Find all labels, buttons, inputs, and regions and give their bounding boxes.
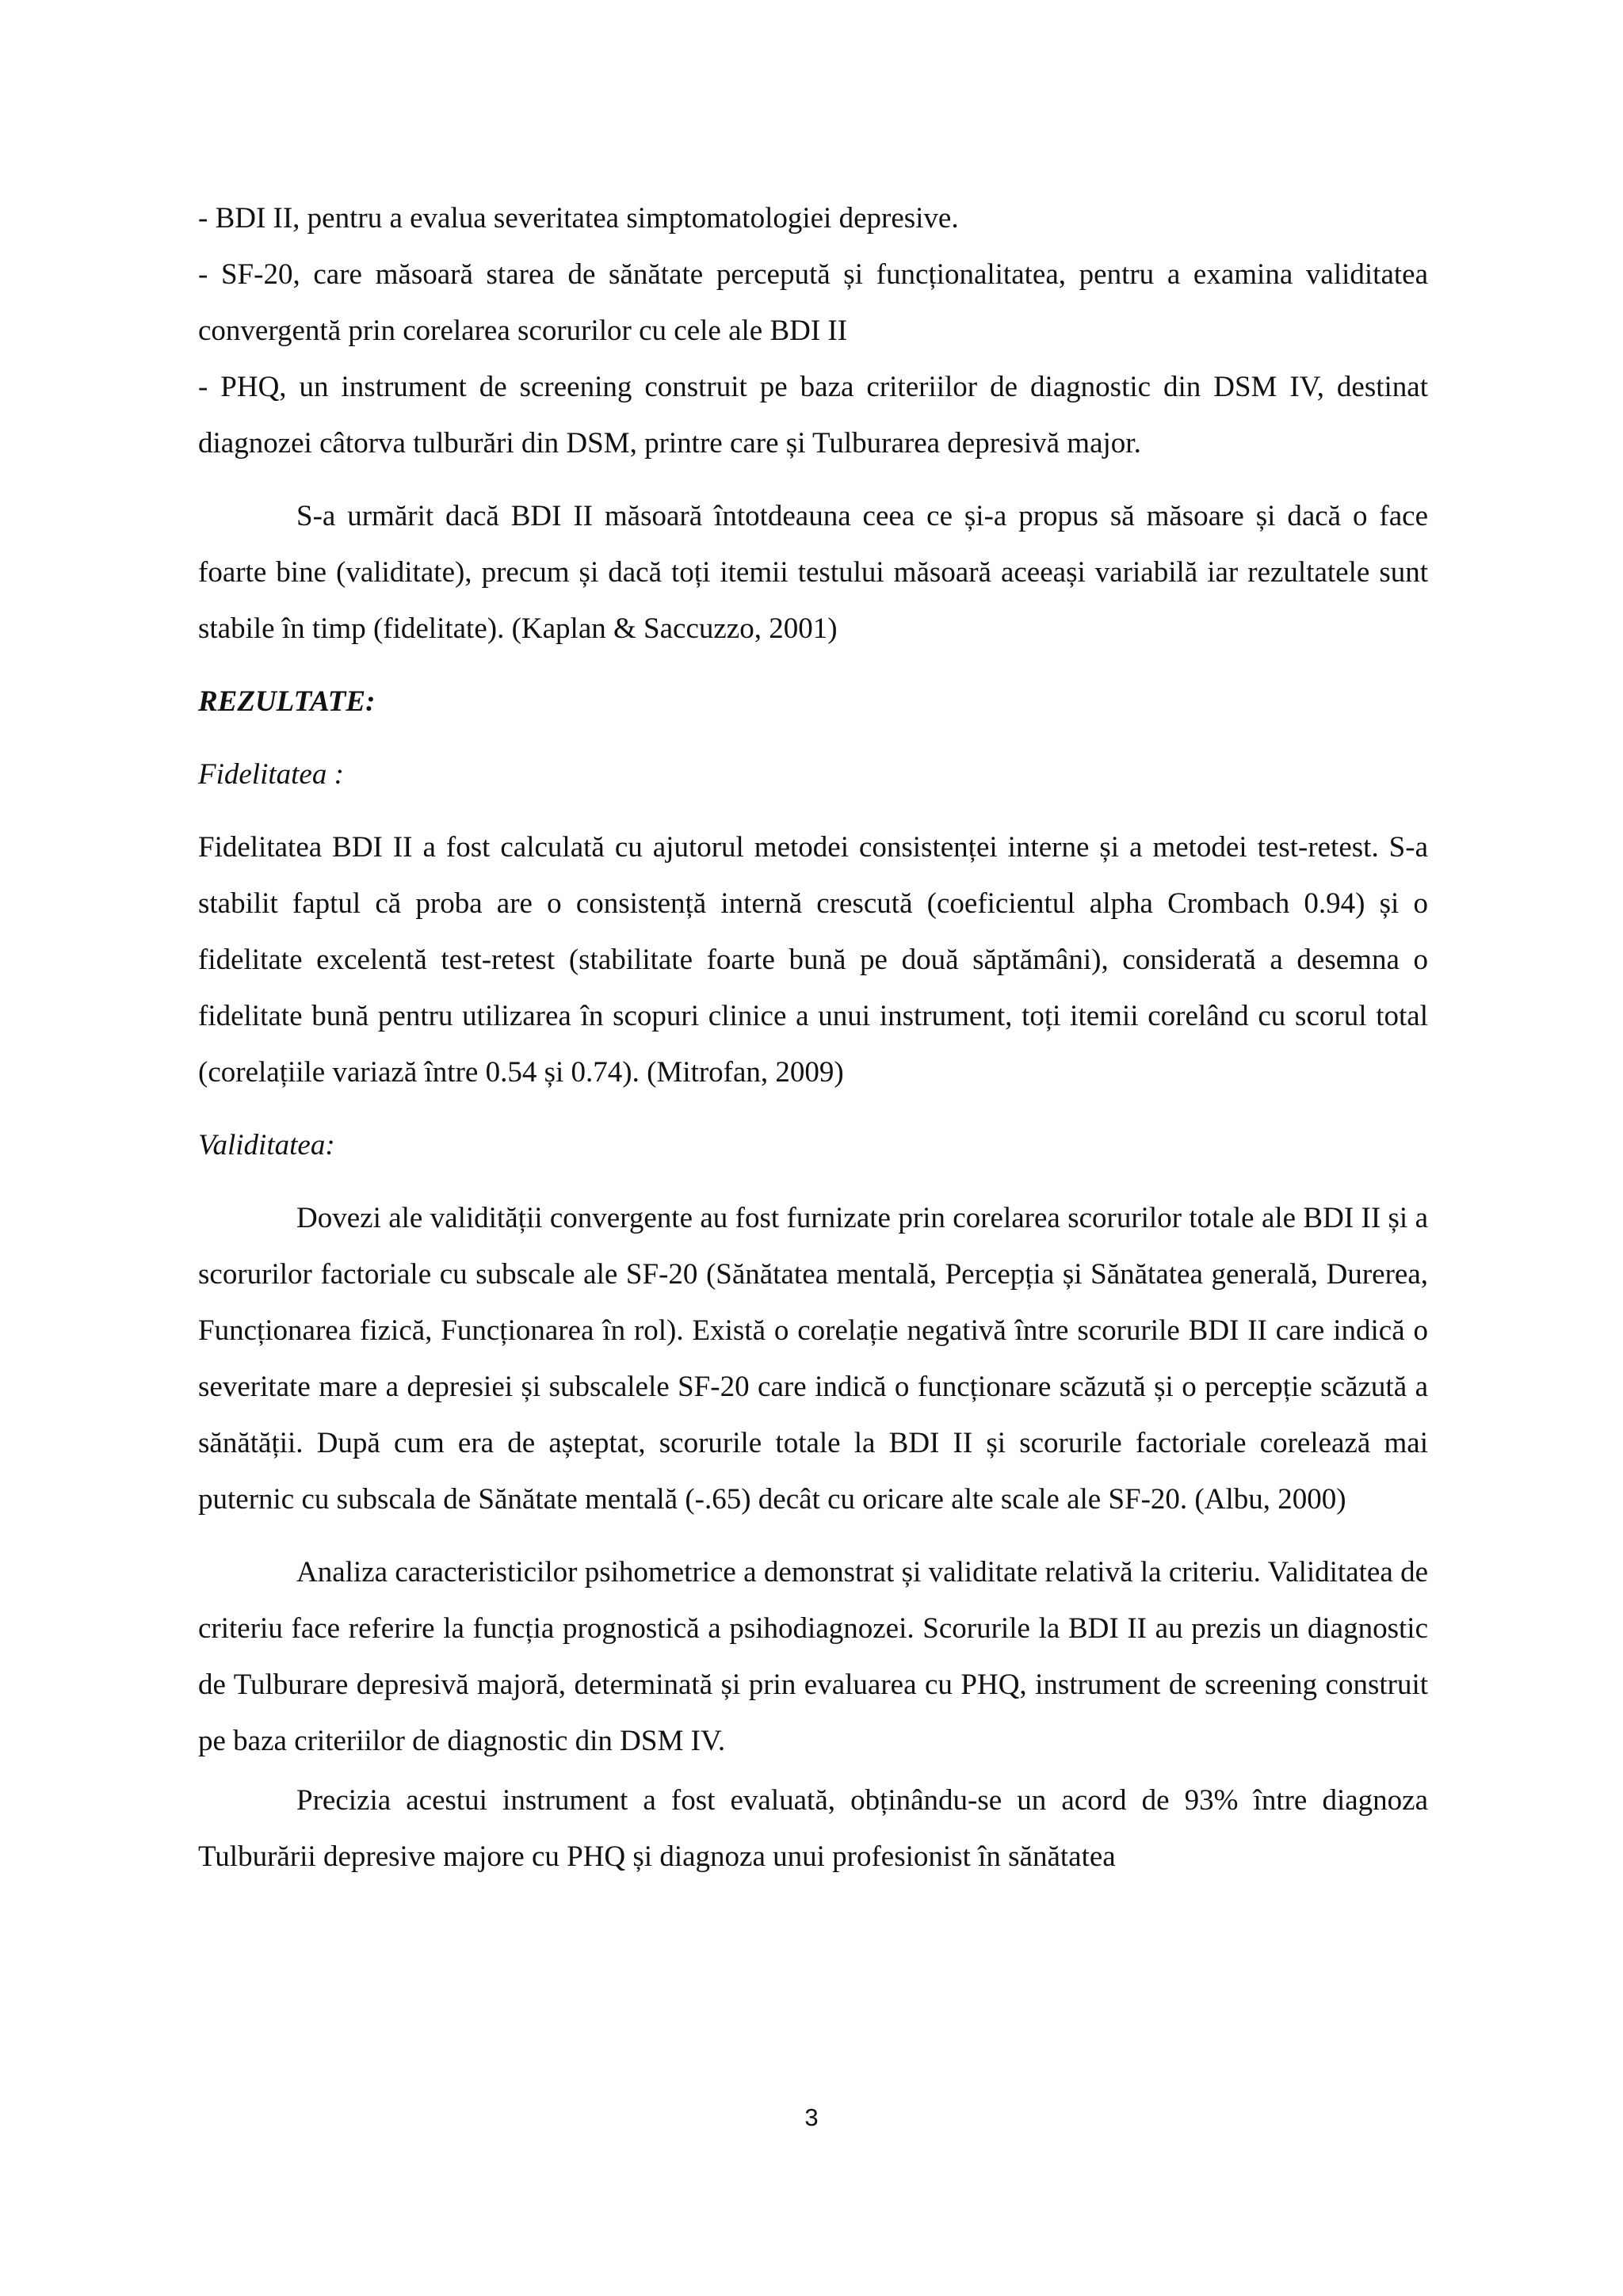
intro-paragraph: S-a urmărit dacă BDI II măsoară întotdeauna ceea ce și-a propus să măsoare și dacă o face foarte bine (validitate), precum și dacă toți itemii testului măsoară aceeași variabilă iar rezultatele sunt stabile în timp (fidelitate). (Kaplan & Saccuzzo, 2001) (198, 500, 1428, 645)
fidelity-heading: Fidelitatea : (198, 758, 344, 791)
page-number: 3 (804, 2103, 819, 2131)
document-page (198, 190, 1428, 1885)
results-heading: REZULTATE: (198, 685, 376, 718)
list-item-phq: - PHQ, un instrument de screening construit pe baza criteriilor de diagnostic din DSM IV, destinat diagnozei câtorva tulburări din DSM, printre care și Tulburarea depresivă major. (198, 371, 1428, 460)
validity-heading: Validitatea: (198, 1129, 335, 1161)
validity-paragraph-2: Analiza caracteristicilor psihometrice a demonstrat și validitate relativă la criteriu. Validitatea de criteriu face referire la funcția prognostică a psihodiagnozei. Scorurile la BDI II au prezis un diagnostic de Tulburare depresivă majoră, determinată și prin evaluarea cu PHQ, instrument de screening construit pe baza criteriilor de diagnostic din DSM IV. (198, 1556, 1428, 1757)
list-item-bdi: - BDI II, pentru a evalua severitatea simptomatologiei depresive. (198, 202, 959, 235)
validity-paragraph-1: Dovezi ale validității convergente au fost furnizate prin corelarea scorurilor totale ale BDI II și a scorurilor factoriale cu subscale ale SF-20 (Sănătatea mentală, Percepția și Sănătatea generală, Durerea, Funcționarea fizică, Funcționarea în rol). Există o corelație negativă între scorurile BDI II care indică o severitate mare a depresiei și subscalele SF-20 care indică o funcționare scăzută și o percepție scăzută a sănătății. După cum era de așteptat, scorurile totale la BDI II și scorurile factoriale corelează mai puternic cu subscala de Sănătate mentală (-.65) decât cu oricare alte scale ale SF-20. (Albu, 2000) (198, 1202, 1428, 1516)
fidelity-paragraph: Fidelitatea BDI II a fost calculată cu ajutorul metodei consistenței interne și a metodei test-retest. S-a stabilit faptul că proba are o consistență internă crescută (coeficientul alpha Crombach 0.94) și o fidelitate excelentă test-retest (stabilitate foarte bună pe două săptămâni), considerată a desemna o fidelitate bună pentru utilizarea în scopuri clinice a unui instrument, toți itemii corelând cu scorul total (corelațiile variază între 0.54 și 0.74). (Mitrofan, 2009) (198, 831, 1428, 1089)
list-item-sf20: - SF-20, care măsoară starea de sănătate percepută și funcționalitatea, pentru a examina validitatea convergentă prin corelarea scorurilor cu cele ale BDI II (198, 258, 1428, 347)
validity-paragraph-3: Precizia acestui instrument a fost evaluată, obținându-se un acord de 93% între diagnoza Tulburării depresive majore cu PHQ și diagnoza unui profesionist în sănătatea (198, 1784, 1428, 1873)
